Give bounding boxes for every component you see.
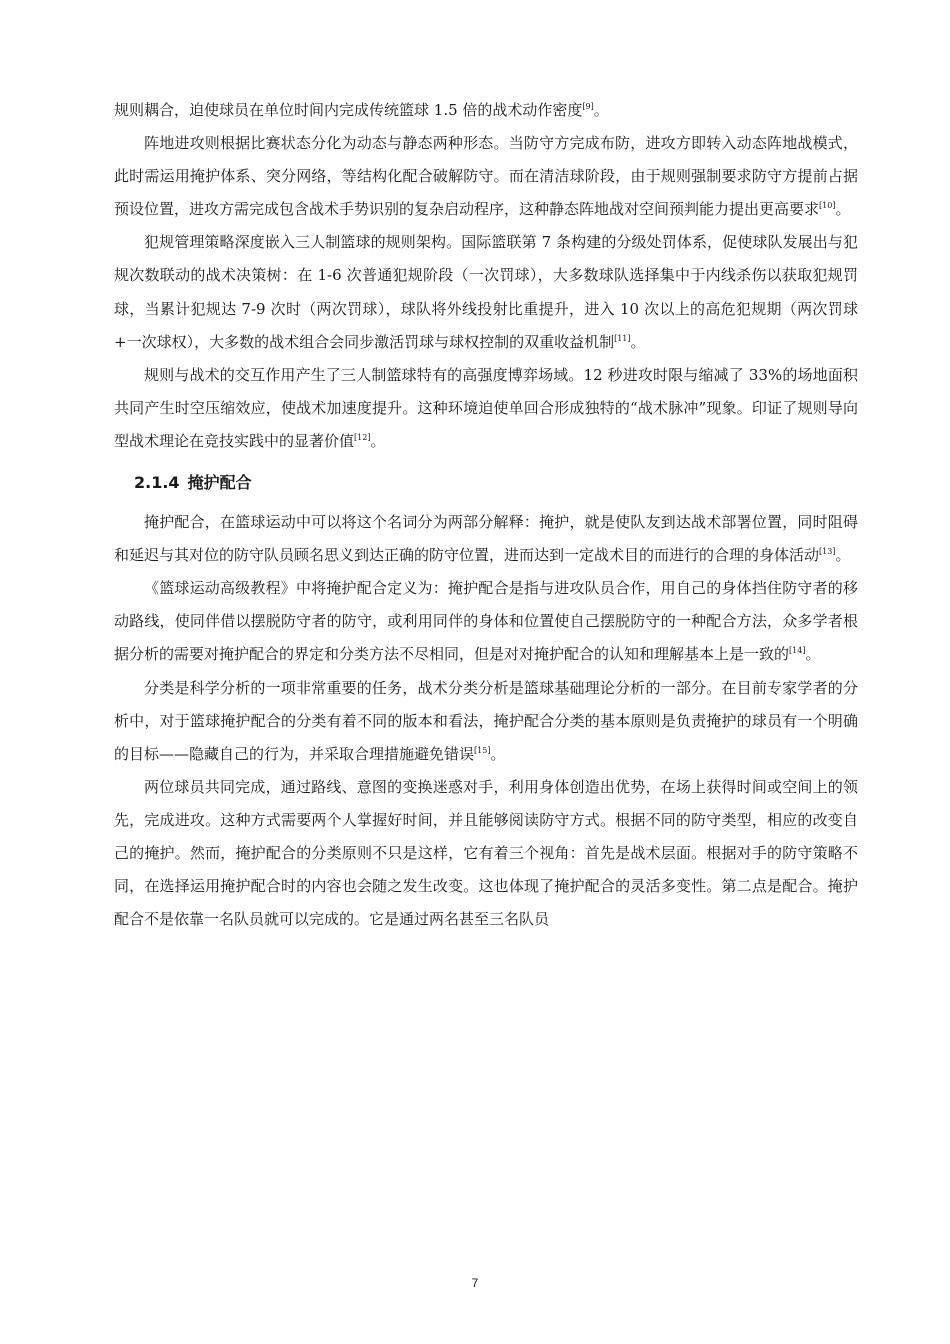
section-number: 2.1.4 bbox=[134, 473, 180, 493]
paragraph-tail: 。 bbox=[490, 744, 506, 763]
citation: [12] bbox=[354, 432, 371, 442]
paragraph-8 bbox=[114, 771, 858, 936]
paragraph-tail: 。 bbox=[593, 101, 609, 119]
page-number: 7 bbox=[471, 1276, 479, 1290]
paragraph-tail: 。 bbox=[630, 332, 646, 351]
citation: [14] bbox=[789, 646, 806, 656]
citation: [10] bbox=[819, 201, 836, 211]
paragraph-1 bbox=[114, 94, 858, 127]
paragraph-5 bbox=[114, 506, 858, 572]
paragraph-text: 犯规管理策略深度嵌入三人制篮球的规则架构。国际篮联第 7 条构建的分级处罚体系，促使球队发展出与犯规次数联动的战术决策树：在 1-6 次普通犯规阶段（一次罚球），大多数球队选择集中于内线杀伤以获取犯规罚球，当累计犯规达 7-9 次时（两次罚球），球队将外线投射比重提升，进入 10 次以上的高危犯规期（两次罚球+一次球权），大多数的战术组合会同步激活罚球与球权控制的双重收益机制 bbox=[114, 233, 858, 351]
paragraph-text: 规则与战术的交互作用产生了三人制篮球特有的高强度博弈场域。12 秒进攻时限与缩减了 33%的场地面积共同产生时空压缩效应，使战术加速度提升。这种环境迫使单回合形成独特的“战术脉冲”现象。印证了规则导向型战术理论在竞技实践中的显著价值 bbox=[114, 365, 858, 450]
paragraph-text: 两位球员共同完成，通过路线、意图的变换迷惑对手，利用身体创造出优势，在场上获得时间或空间上的领先，完成进攻。这种方式需要两个人掌握好时间，并且能够阅读防守方式。根据不同的防守类型，相应的改变自己的掩护。然而，掩护配合的分类原则不只是这样，它有着三个视角：首先是战术层面。根据对手的防守策略不同，在选择运用掩护配合时的内容也会随之发生改变。这也体现了掩护配合的灵活多变性。第二点是配合。掩护配合不是依靠一名队员就可以完成的。它是通过两名甚至三名队员 bbox=[114, 777, 858, 929]
section-heading bbox=[134, 468, 858, 498]
paragraph-text: 掩护配合，在篮球运动中可以将这个名词分为两部分解释：掩护，就是使队友到达战术部署位置，同时阻碍和延迟与其对位的防守队员顾名思义到达正确的防守位置，进而达到一定战术目的而进行的合理的身体活动 bbox=[114, 513, 858, 565]
citation: [13] bbox=[819, 547, 836, 557]
section-title: 掩护配合 bbox=[187, 473, 252, 493]
paragraph-text: 《篮球运动高级教程》中将掩护配合定义为：掩护配合是指与进攻队员合作，用自己的身体挡住防守者的移动路线，使同伴借以摆脱防守者的防守，或利用同伴的身体和位置使自己摆脱防守的一种配合方法，众多学者根据分析的需要对掩护配合的界定和分类方法不尽相同，但是对对掩护配合的认知和理解基本上是一致的 bbox=[114, 579, 858, 664]
paragraph-tail: 。 bbox=[835, 200, 851, 219]
body-text bbox=[114, 94, 858, 936]
paragraph-tail: 。 bbox=[370, 431, 386, 450]
paragraph-text: 规则耦合，迫使球员在单位时间内完成传统篮球 1.5 倍的战术动作密度 bbox=[114, 101, 583, 119]
citation: [15] bbox=[474, 745, 491, 755]
paragraph-6 bbox=[114, 572, 858, 671]
paragraph-3 bbox=[114, 226, 858, 358]
paragraph-tail: 。 bbox=[835, 546, 851, 565]
paragraph-text: 阵地进攻则根据比赛状态分化为动态与静态两种形态。当防守方完成布防，进攻方即转入动态阵地战模式，此时需运用掩护体系、突分网络，等结构化配合破解防守。而在清洁球阶段，由于规则强制要求防守方提前占据预设位置，进攻方需完成包含战术手势识别的复杂启动程序，这种静态阵地战对空间预判能力提出更高要求 bbox=[114, 134, 858, 219]
paragraph-2 bbox=[114, 127, 858, 226]
paragraph-7 bbox=[114, 672, 858, 771]
citation: [9] bbox=[582, 102, 594, 111]
citation: [11] bbox=[614, 333, 631, 343]
paragraph-4 bbox=[114, 359, 858, 458]
paragraph-tail: 。 bbox=[805, 645, 821, 664]
paragraph-text: 分类是科学分析的一项非常重要的任务，战术分类分析是篮球基础理论分析的一部分。在目前专家学者的分析中，对于篮球掩护配合的分类有着不同的版本和看法，掩护配合分类的基本原则是负责掩护的球员有一个明确的目标——隐藏自己的行为，并采取合理措施避免错误 bbox=[114, 678, 858, 763]
